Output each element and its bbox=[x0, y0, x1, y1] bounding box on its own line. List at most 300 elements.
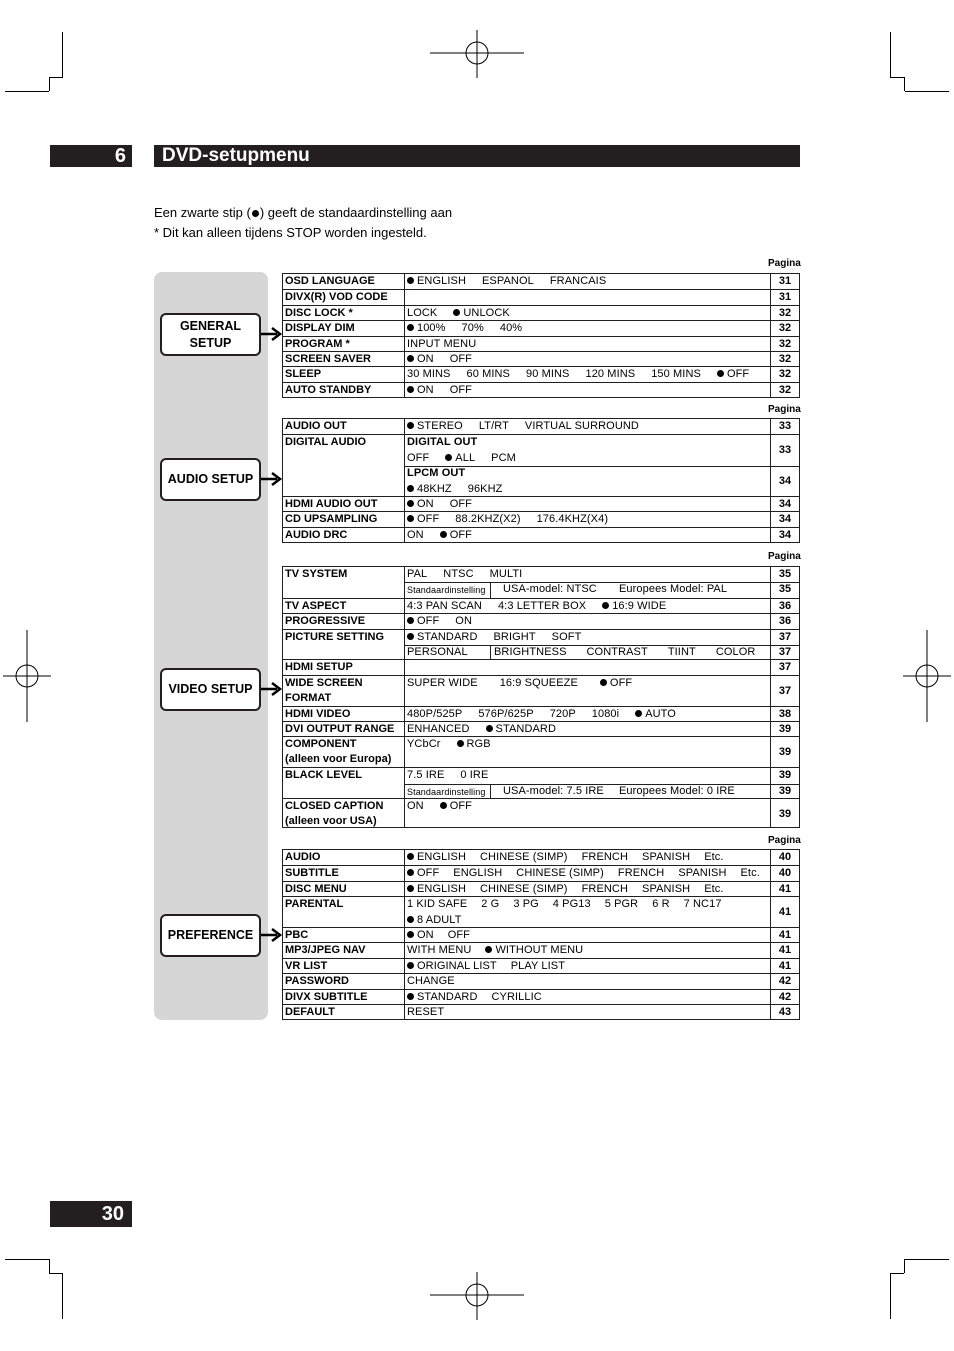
option-list bbox=[407, 707, 676, 722]
setting-label: HDMI AUDIO OUT bbox=[285, 498, 378, 510]
default-dot-icon bbox=[407, 355, 414, 362]
option: RESET bbox=[407, 1006, 445, 1018]
table-row bbox=[283, 1004, 799, 1020]
default-dot-icon bbox=[485, 946, 492, 953]
cell-divider bbox=[490, 645, 491, 660]
option: ON bbox=[407, 528, 424, 541]
page-ref: 32 bbox=[778, 306, 792, 319]
option: FRENCH bbox=[617, 867, 665, 880]
page-column-label: Pagina bbox=[768, 404, 801, 415]
page-ref: 39 bbox=[778, 723, 792, 735]
preference-label: PREFERENCE bbox=[167, 928, 254, 942]
option: 3 PG bbox=[513, 898, 539, 911]
page-ref: 34 bbox=[778, 475, 792, 488]
option-list bbox=[407, 383, 472, 398]
option: OFF bbox=[407, 451, 430, 464]
option: CHINESE (SIMP) bbox=[480, 882, 568, 895]
default-dot-icon bbox=[600, 679, 607, 686]
option-list bbox=[407, 882, 724, 897]
option: ENHANCED bbox=[407, 723, 470, 735]
region-usa: USA-model: 7.5 IRE bbox=[503, 784, 604, 797]
crop-mark bbox=[890, 1273, 891, 1319]
option: ON bbox=[407, 800, 424, 812]
page-ref: 40 bbox=[778, 867, 792, 880]
label-line: CLOSED CAPTION bbox=[285, 800, 384, 812]
option: TIINT bbox=[667, 645, 696, 658]
page-ref: 39 bbox=[778, 784, 792, 797]
page-ref: 41 bbox=[778, 929, 792, 941]
default-option: STANDARD bbox=[486, 723, 557, 735]
table-row bbox=[283, 434, 799, 497]
crop-mark bbox=[49, 77, 50, 91]
label-line: (alleen voor USA) bbox=[285, 815, 377, 827]
video-setup-label: VIDEO SETUP bbox=[168, 682, 253, 696]
table-row bbox=[283, 865, 799, 881]
setting-label: PARENTAL bbox=[285, 898, 344, 911]
page-ref: 36 bbox=[778, 599, 792, 612]
page-number: 30 bbox=[50, 1201, 132, 1227]
table-row bbox=[283, 511, 799, 527]
table-row bbox=[283, 927, 799, 943]
table-row bbox=[283, 973, 799, 989]
page-ref: 35 bbox=[778, 568, 792, 580]
option-list bbox=[407, 306, 510, 321]
option-list bbox=[407, 352, 472, 367]
setting-label: DISC LOCK * bbox=[285, 306, 353, 319]
option: OFF bbox=[449, 383, 472, 396]
default-option: RGB bbox=[457, 738, 491, 750]
table-row bbox=[283, 721, 799, 737]
default-dot-icon bbox=[407, 962, 414, 969]
general-setup-table bbox=[282, 273, 800, 398]
setting-label: MP3/JPEG NAV bbox=[285, 944, 366, 957]
option: 90 MINS bbox=[526, 368, 570, 381]
option-list bbox=[407, 451, 516, 466]
option: BRIGHT bbox=[493, 630, 536, 643]
setting-label: PASSWORD bbox=[285, 975, 349, 988]
option: CYRILLIC bbox=[491, 990, 542, 1003]
default-note: Standaardinstelling bbox=[407, 585, 486, 596]
label-line: WIDE SCREEN bbox=[285, 676, 363, 689]
sub-divider bbox=[771, 645, 799, 646]
default-dot-icon bbox=[407, 324, 414, 331]
page-ref: 32 bbox=[778, 353, 792, 365]
option-list bbox=[407, 943, 583, 958]
option: INPUT MENU bbox=[407, 337, 477, 350]
setting-label: DIGITAL AUDIO bbox=[285, 436, 367, 449]
sub-divider bbox=[771, 582, 799, 583]
setting-label: SUBTITLE bbox=[285, 867, 339, 880]
crop-mark bbox=[905, 91, 949, 92]
option: VIRTUAL SURROUND bbox=[524, 420, 639, 432]
option-list bbox=[407, 367, 749, 382]
option: CONTRAST bbox=[586, 645, 648, 658]
setting-label: DISPLAY DIM bbox=[285, 322, 355, 335]
audio-setup-label: AUDIO SETUP bbox=[167, 472, 254, 486]
default-dot-icon bbox=[407, 869, 414, 876]
option: FRENCH bbox=[581, 851, 629, 863]
default-dot-icon bbox=[407, 885, 414, 892]
page-ref: 39 bbox=[778, 746, 792, 759]
option: PCM bbox=[491, 451, 516, 464]
option-list bbox=[407, 512, 608, 527]
table-row bbox=[283, 419, 799, 434]
page-ref: 32 bbox=[778, 337, 792, 350]
option-list bbox=[407, 974, 455, 989]
option-list bbox=[407, 337, 476, 352]
table-row bbox=[283, 736, 799, 768]
page-ref: 37 bbox=[778, 661, 792, 674]
setting-label: DIVX(R) VOD CODE bbox=[285, 291, 388, 304]
default-dot-icon bbox=[407, 617, 414, 624]
preference-table bbox=[282, 849, 800, 1020]
setting-label: AUTO STANDBY bbox=[285, 383, 372, 396]
default-dot-icon bbox=[407, 993, 414, 1000]
setting-label bbox=[285, 737, 403, 767]
option-list bbox=[407, 497, 472, 512]
default-option: ORIGINAL LIST bbox=[407, 960, 497, 972]
crop-mark bbox=[890, 77, 904, 78]
region-usa: USA-model: NTSC bbox=[503, 583, 597, 596]
page-ref: 36 bbox=[778, 615, 792, 628]
table-row bbox=[283, 706, 799, 722]
table-row bbox=[283, 798, 799, 830]
page-ref: 32 bbox=[778, 383, 792, 396]
video-setup-table bbox=[282, 566, 800, 828]
setting-label: VR LIST bbox=[285, 959, 328, 972]
page-ref: 40 bbox=[778, 851, 792, 863]
setting-label: CD UPSAMPLING bbox=[285, 513, 378, 526]
table-row bbox=[283, 675, 799, 707]
sub-heading: DIGITAL OUT bbox=[407, 436, 478, 449]
default-option: OFF bbox=[440, 800, 472, 812]
option: 5 PGR bbox=[604, 898, 639, 911]
option: 1 KID SAFE bbox=[407, 898, 468, 911]
option: 720P bbox=[549, 707, 576, 720]
default-dot-icon bbox=[440, 802, 447, 809]
page-ref: 41 bbox=[778, 959, 792, 972]
default-option: OFF bbox=[717, 368, 749, 380]
crop-mark bbox=[49, 77, 63, 78]
page-title: DVD-setupmenu bbox=[154, 145, 800, 167]
table-row bbox=[283, 289, 799, 305]
intro-line2: * Dit kan alleen tijdens STOP worden ingesteld. bbox=[154, 225, 427, 240]
option-list bbox=[407, 768, 488, 783]
option: YCbCr bbox=[407, 738, 441, 751]
table-row bbox=[283, 881, 799, 897]
option: PLAY LIST bbox=[510, 959, 566, 972]
option-list bbox=[407, 928, 470, 943]
default-option: ENGLISH bbox=[407, 851, 466, 863]
region-eu: Europees Model: PAL bbox=[619, 583, 728, 596]
option-list bbox=[407, 959, 565, 974]
crop-mark bbox=[904, 77, 905, 91]
option: COLOR bbox=[715, 645, 756, 658]
option: 120 MINS bbox=[585, 368, 636, 381]
table-row bbox=[283, 659, 799, 675]
page-ref: 34 bbox=[778, 528, 792, 541]
table-row bbox=[283, 613, 799, 629]
label-line: COMPONENT bbox=[285, 738, 357, 751]
table-row bbox=[283, 958, 799, 974]
default-option: ALL bbox=[445, 452, 475, 464]
default-option: 8 ADULT bbox=[407, 914, 462, 926]
intro-text bbox=[154, 203, 452, 243]
label-line: (alleen voor Europa) bbox=[285, 753, 392, 766]
page-ref: 32 bbox=[778, 368, 792, 381]
setting-label: PICTURE SETTING bbox=[285, 630, 385, 643]
default-dot-icon bbox=[252, 210, 259, 217]
default-dot-icon bbox=[602, 602, 609, 609]
default-dot-icon bbox=[407, 500, 414, 507]
table-row bbox=[283, 629, 799, 661]
crop-mark bbox=[905, 1259, 949, 1260]
default-dot-icon bbox=[407, 853, 414, 860]
option: OFF bbox=[449, 498, 472, 510]
option-list bbox=[407, 737, 491, 752]
option-list bbox=[494, 645, 755, 660]
page-ref: 39 bbox=[778, 769, 792, 782]
option: 4:3 LETTER BOX bbox=[497, 599, 587, 612]
default-option: OFF bbox=[440, 529, 472, 541]
default-option: STANDARD bbox=[407, 631, 478, 643]
default-option: 16:9 WIDE bbox=[602, 600, 666, 612]
table-row bbox=[283, 320, 799, 336]
option: 480P/525P bbox=[407, 707, 463, 720]
setting-label: HDMI VIDEO bbox=[285, 707, 351, 720]
default-option: UNLOCK bbox=[453, 307, 509, 319]
default-dot-icon bbox=[407, 916, 414, 923]
page-ref: 35 bbox=[778, 583, 792, 596]
sub-heading: LPCM OUT bbox=[407, 467, 466, 480]
table-row bbox=[283, 942, 799, 958]
crop-mark bbox=[62, 32, 63, 78]
registration-mark-icon bbox=[903, 630, 951, 722]
option-list bbox=[407, 850, 724, 865]
table-row bbox=[283, 351, 799, 367]
table-row bbox=[283, 896, 799, 928]
page-ref: 37 bbox=[778, 684, 792, 697]
option-list bbox=[407, 799, 472, 814]
option: ENGLISH bbox=[453, 867, 503, 880]
cell-divider bbox=[490, 784, 491, 799]
option: Etc. bbox=[704, 851, 724, 863]
page-ref: 43 bbox=[778, 1006, 792, 1018]
registration-mark-icon bbox=[430, 30, 524, 78]
audio-setup-box bbox=[160, 458, 261, 501]
setting-label: AUDIO bbox=[285, 851, 321, 863]
page-column-label: Pagina bbox=[768, 835, 801, 846]
audio-setup-table bbox=[282, 418, 800, 543]
default-option: OFF bbox=[600, 677, 632, 689]
setting-label: PBC bbox=[285, 929, 309, 941]
default-dot-icon bbox=[407, 931, 414, 938]
option: OFF bbox=[449, 353, 472, 365]
option-list bbox=[407, 722, 556, 737]
option: 70% bbox=[461, 322, 484, 335]
default-option: WITHOUT MENU bbox=[485, 944, 583, 956]
default-option: ENGLISH bbox=[407, 275, 466, 287]
region-eu: Europees Model: 0 IRE bbox=[619, 784, 735, 797]
table-row bbox=[283, 496, 799, 512]
default-option: STEREO bbox=[407, 420, 463, 432]
option: CHANGE bbox=[407, 975, 455, 988]
setting-label: PROGRESSIVE bbox=[285, 615, 366, 628]
option-list bbox=[407, 630, 581, 645]
option: SPANISH bbox=[678, 867, 727, 880]
option-list bbox=[407, 482, 503, 497]
cell-divider bbox=[490, 582, 491, 597]
table-row bbox=[283, 767, 799, 799]
page-ref: 32 bbox=[778, 322, 792, 335]
default-option: ON bbox=[407, 498, 434, 510]
default-dot-icon bbox=[407, 633, 414, 640]
intro-line1-prefix: Een zwarte stip ( bbox=[154, 205, 251, 220]
option-list bbox=[407, 567, 522, 582]
setting-label: DISC MENU bbox=[285, 882, 347, 895]
option: PAL bbox=[407, 568, 428, 580]
table-row bbox=[283, 336, 799, 352]
setting-label bbox=[285, 799, 403, 829]
page-ref: 33 bbox=[778, 444, 792, 457]
page-ref: 42 bbox=[778, 975, 792, 988]
page-column-label: Pagina bbox=[768, 551, 801, 562]
default-dot-icon bbox=[407, 386, 414, 393]
table-row bbox=[283, 382, 799, 398]
setting-label: SCREEN SAVER bbox=[285, 353, 371, 365]
option: FRENCH bbox=[581, 882, 629, 895]
option: 176.4KHZ(X4) bbox=[536, 513, 609, 526]
option: SPANISH bbox=[642, 882, 691, 895]
option: 88.2KHZ(X2) bbox=[455, 513, 521, 526]
default-option: OFF bbox=[407, 867, 439, 879]
crop-mark bbox=[890, 32, 891, 78]
option: Etc. bbox=[740, 867, 760, 880]
crop-mark bbox=[62, 1273, 63, 1319]
table-row bbox=[283, 527, 799, 543]
setting-label: HDMI SETUP bbox=[285, 661, 353, 674]
default-option: ON bbox=[407, 929, 434, 941]
page-ref: 39 bbox=[778, 808, 792, 820]
page-ref: 41 bbox=[778, 906, 792, 919]
option: OFF bbox=[447, 929, 470, 941]
setting-label: DVI OUTPUT RANGE bbox=[285, 723, 395, 735]
page-ref: 41 bbox=[778, 882, 792, 895]
table-row bbox=[283, 366, 799, 382]
category-panel bbox=[154, 272, 268, 1020]
table-row bbox=[283, 567, 799, 598]
default-option: OFF bbox=[407, 513, 439, 525]
intro-line1-suffix: ) geeft de standaardinstelling aan bbox=[259, 205, 453, 220]
default-dot-icon bbox=[407, 485, 414, 492]
option: Etc. bbox=[704, 882, 724, 895]
option: CHINESE (SIMP) bbox=[480, 851, 568, 863]
setting-label: PROGRAM * bbox=[285, 337, 350, 350]
default-option: STANDARD bbox=[407, 991, 478, 1003]
registration-mark-icon bbox=[3, 630, 51, 722]
arrow-right-icon bbox=[261, 472, 283, 486]
default-dot-icon bbox=[717, 370, 724, 377]
page-ref: 38 bbox=[778, 707, 792, 720]
page-ref: 34 bbox=[778, 513, 792, 526]
option: BRIGHTNESS bbox=[494, 645, 567, 658]
option: LT/RT bbox=[478, 420, 509, 432]
option-list bbox=[407, 990, 542, 1005]
option: 2 G bbox=[481, 898, 500, 911]
crop-mark bbox=[890, 1273, 904, 1274]
crop-mark bbox=[5, 91, 49, 92]
option-list bbox=[407, 274, 606, 289]
default-option: ENGLISH bbox=[407, 883, 466, 895]
option: 576P/625P bbox=[478, 707, 534, 720]
option: 30 MINS bbox=[407, 368, 451, 381]
option-list bbox=[407, 599, 666, 614]
setting-label: TV SYSTEM bbox=[285, 568, 348, 580]
general-setup-label: GENERAL SETUP bbox=[179, 318, 242, 350]
default-dot-icon bbox=[453, 309, 460, 316]
page-ref: 37 bbox=[778, 645, 792, 658]
personal-option: PERSONAL bbox=[407, 645, 468, 658]
page-ref: 34 bbox=[778, 498, 792, 510]
page-ref: 31 bbox=[778, 275, 792, 287]
page-ref: 41 bbox=[778, 944, 792, 957]
default-dot-icon bbox=[407, 422, 414, 429]
default-dot-icon bbox=[457, 740, 464, 747]
page-column-label: Pagina bbox=[768, 258, 801, 269]
page-ref: 31 bbox=[778, 291, 792, 304]
option: SOFT bbox=[551, 630, 582, 643]
crop-mark bbox=[904, 1259, 905, 1273]
default-dot-icon bbox=[486, 725, 493, 732]
option: 7 NC17 bbox=[683, 898, 722, 911]
setting-label: AUDIO DRC bbox=[285, 528, 348, 541]
default-option: AUTO bbox=[635, 708, 676, 720]
option: NTSC bbox=[443, 568, 474, 580]
option-list bbox=[407, 913, 462, 928]
registration-mark-icon bbox=[430, 1272, 524, 1320]
setting-label bbox=[285, 676, 403, 706]
option: 16:9 SQUEEZE bbox=[499, 676, 578, 689]
default-option: ON bbox=[407, 384, 434, 396]
option: MULTI bbox=[489, 568, 523, 580]
option: CHINESE (SIMP) bbox=[516, 867, 604, 880]
default-option: OFF bbox=[407, 615, 439, 627]
option: 150 MINS bbox=[651, 368, 701, 381]
arrow-right-icon bbox=[261, 682, 283, 696]
default-note: Standaardinstelling bbox=[407, 786, 486, 797]
crop-mark bbox=[5, 1259, 49, 1260]
option-list bbox=[407, 614, 472, 629]
default-dot-icon bbox=[445, 454, 452, 461]
arrow-right-icon bbox=[261, 327, 283, 341]
default-option: 48KHZ bbox=[407, 483, 452, 495]
option: LOCK bbox=[407, 306, 438, 319]
option: 1080i bbox=[591, 707, 620, 720]
option-list bbox=[407, 866, 760, 881]
option: WITH MENU bbox=[407, 944, 472, 957]
option: 7.5 IRE bbox=[407, 769, 445, 782]
page-ref: 42 bbox=[778, 990, 792, 1003]
setting-label: AUDIO OUT bbox=[285, 420, 347, 432]
option: 4 PG13 bbox=[552, 898, 591, 911]
general-setup-box bbox=[160, 313, 261, 356]
option: 40% bbox=[499, 322, 523, 335]
table-row bbox=[283, 989, 799, 1005]
page-ref: 37 bbox=[778, 630, 792, 643]
arrow-right-icon bbox=[261, 928, 283, 942]
option: 4:3 PAN SCAN bbox=[407, 599, 482, 612]
crop-mark bbox=[49, 1259, 50, 1273]
